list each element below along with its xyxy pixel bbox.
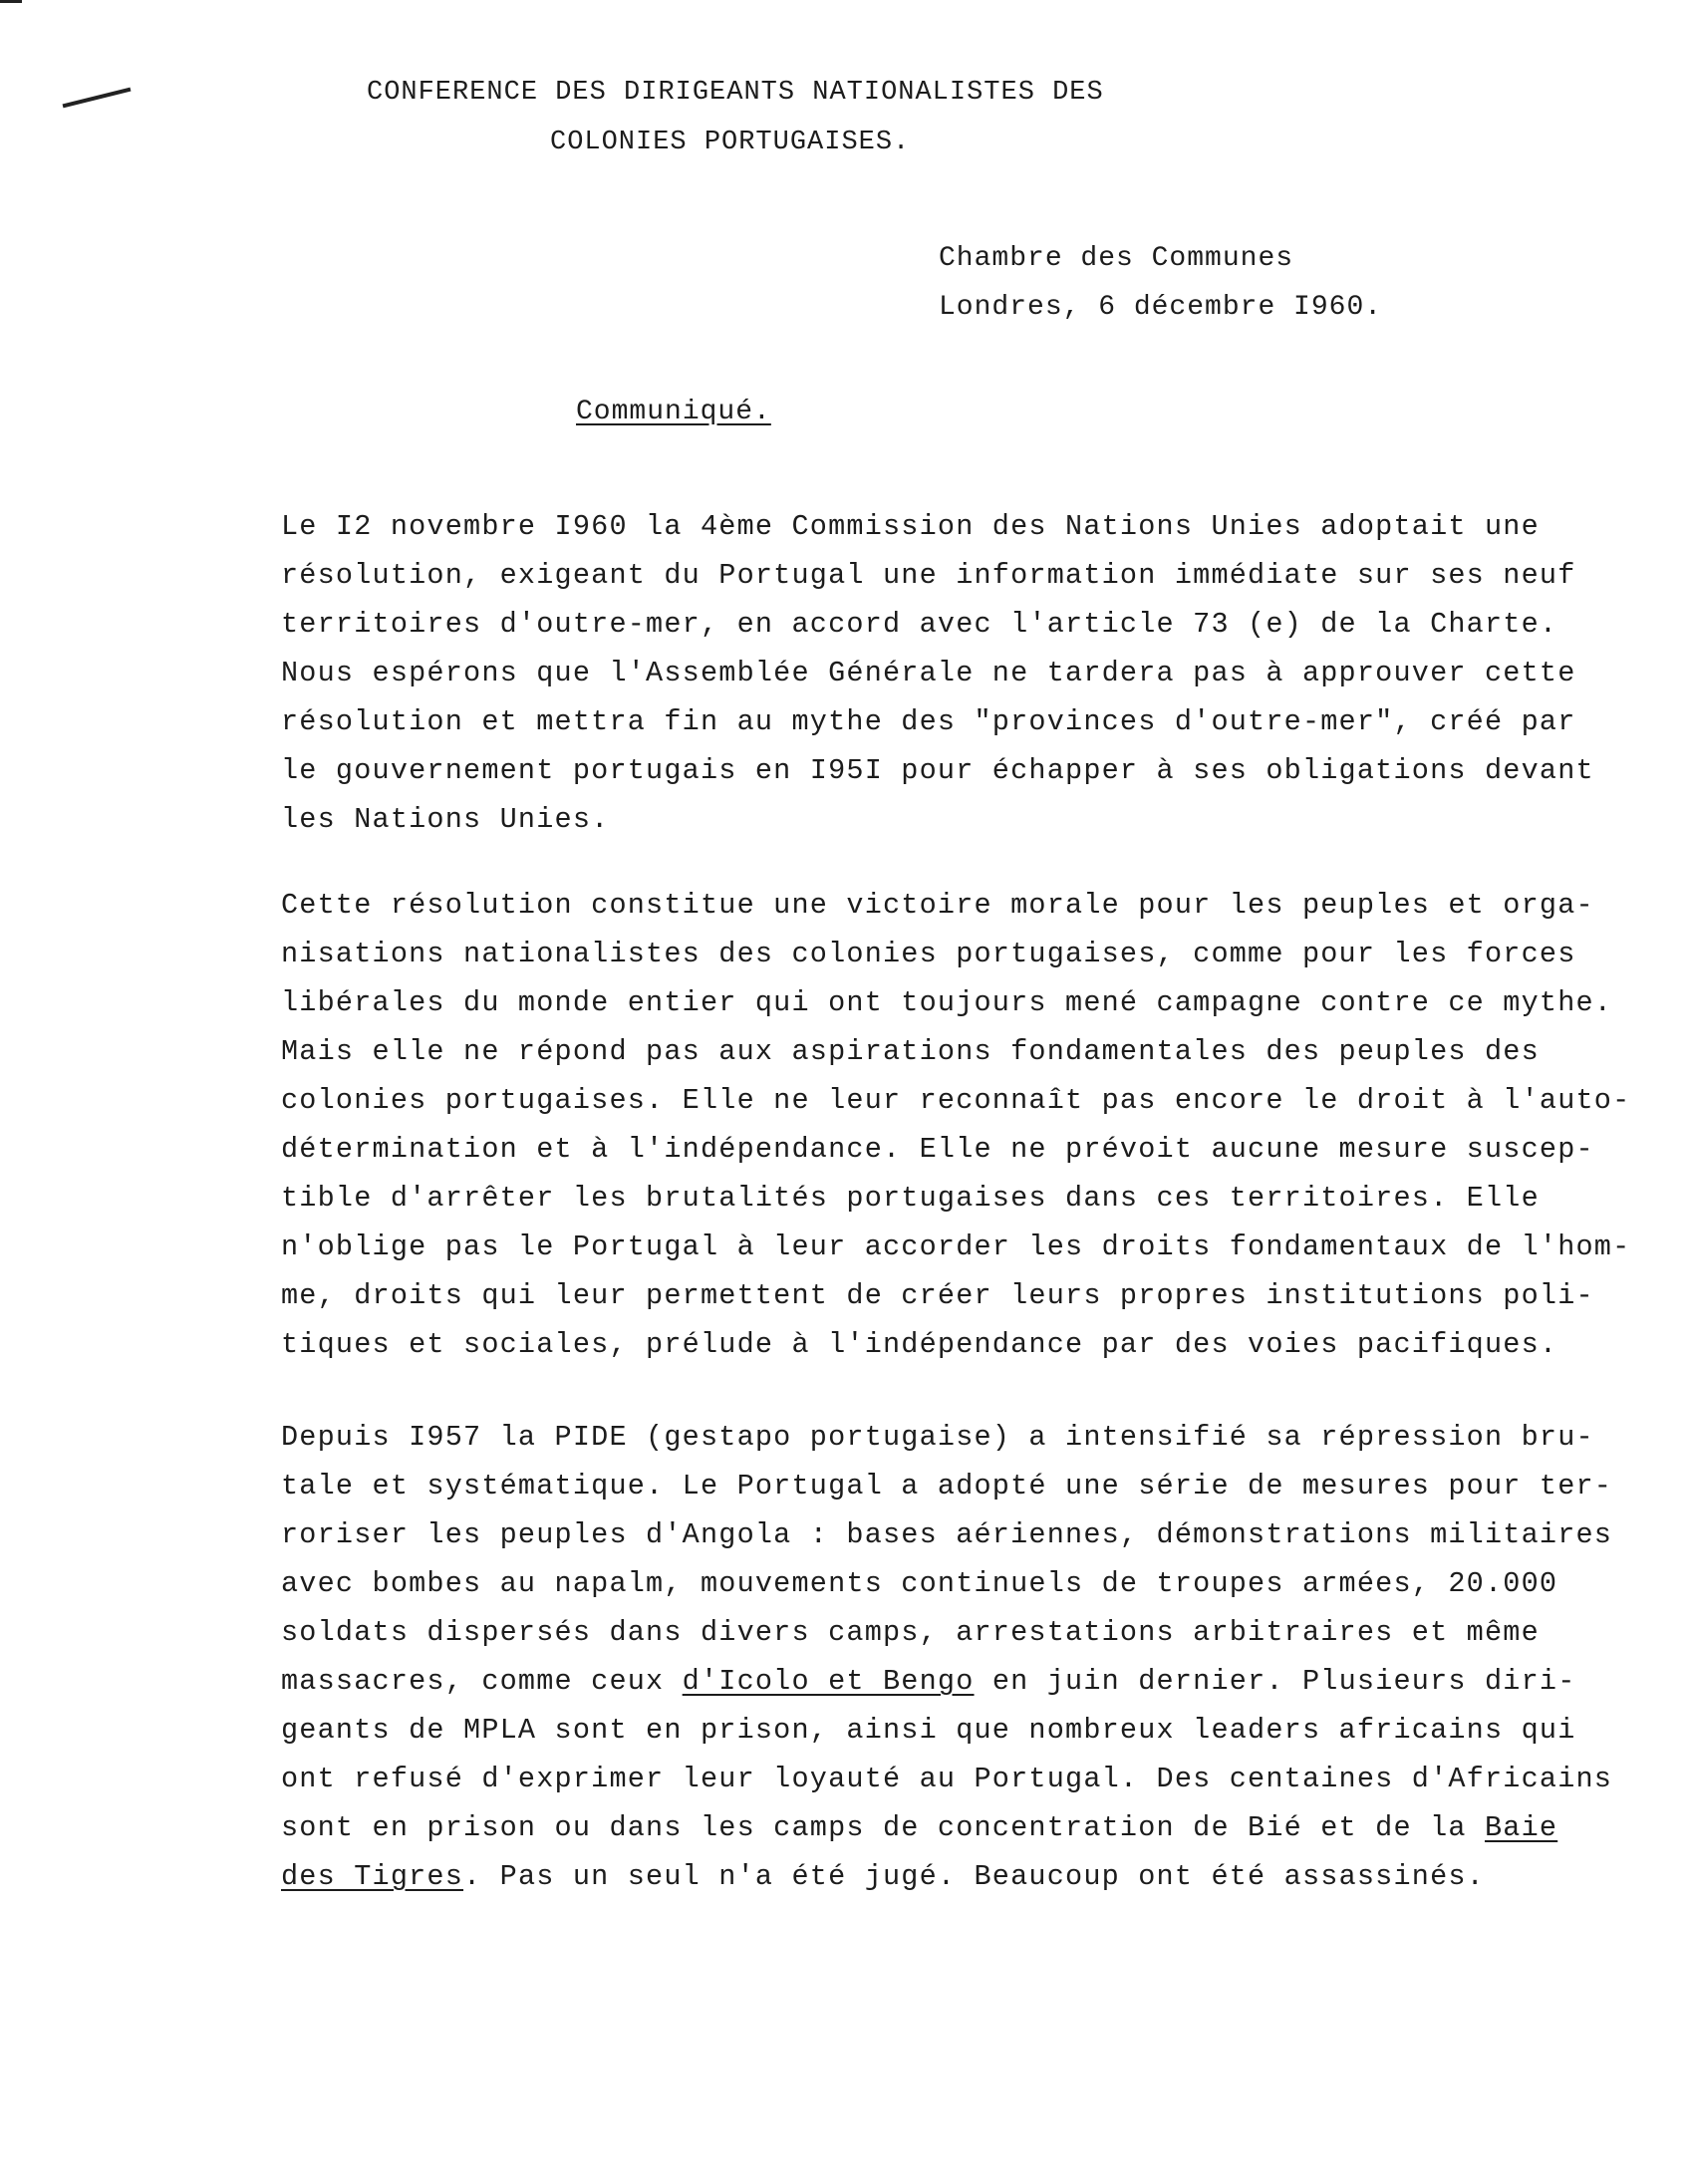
text-line: Nous espérons que l'Assemblée Générale ne tardera pas à approuver cette (281, 657, 1576, 689)
text-line: Le I2 novembre I960 la 4ème Commission des Nations Unies adoptait une (281, 510, 1540, 543)
text-line: les Nations Unies. (281, 803, 610, 836)
text-line: tible d'arrêter les brutalités portugaises dans ces territoires. Elle (281, 1182, 1540, 1215)
text-line: avec bombes au napalm, mouvements continuels de troupes armées, 20.000 (281, 1567, 1558, 1600)
text-line: le gouvernement portugais en I95I pour échapper à ses obligations devant (281, 754, 1594, 787)
text-line: geants de MPLA sont en prison, ainsi que nombreux leaders africains qui (281, 1714, 1576, 1747)
paragraph-3 (281, 1413, 1656, 1901)
text-line: me, droits qui leur permettent de créer leurs propres institutions poli- (281, 1279, 1594, 1312)
text-line: Cette résolution constitue une victoire morale pour les peuples et orga- (281, 889, 1594, 922)
text-line: détermination et à l'indépendance. Elle ne prévoit aucune mesure suscep- (281, 1133, 1594, 1166)
text-line: soldats dispersés dans divers camps, arrestations arbitraires et même (281, 1616, 1540, 1649)
text-line: tale et systématique. Le Portugal a adopté une série de mesures pour ter- (281, 1470, 1613, 1502)
text-line: tiques et sociales, prélude à l'indépendance par des voies pacifiques. (281, 1328, 1558, 1361)
text-line: Mais elle ne répond pas aux aspirations fondamentales des peuples des (281, 1035, 1540, 1068)
text-line: ont refusé d'exprimer leur loyauté au Portugal. Des centaines d'Africains (281, 1763, 1613, 1795)
conference-title-line-1: CONFERENCE DES DIRIGEANTS NATIONALISTES DES (367, 78, 1104, 108)
text-segment: . Pas un seul n'a été jugé. Beaucoup ont été assassinés. (463, 1860, 1485, 1893)
text-line (281, 1657, 1656, 1706)
location-line: Chambre des Communes (939, 243, 1294, 274)
text-line: roriser les peuples d'Angola : bases aériennes, démonstrations militaires (281, 1518, 1613, 1551)
text-segment: sont en prison ou dans les camps de concentration de Bié et de la (281, 1811, 1485, 1844)
text-segment: massacres, comme ceux (281, 1665, 683, 1698)
scan-mark (0, 0, 22, 3)
date-line: Londres, 6 décembre I960. (939, 292, 1383, 323)
text-line: libérales du monde entier qui ont toujours mené campagne contre ce mythe. (281, 986, 1613, 1019)
scan-mark (63, 88, 132, 109)
communique-heading: Communiqué. (576, 397, 771, 427)
underlined-place-name: d'Icolo et Bengo (682, 1665, 975, 1698)
underlined-place-name: Baie (1484, 1811, 1558, 1844)
text-line: colonies portugaises. Elle ne leur reconnaît pas encore le droit à l'auto- (281, 1084, 1631, 1117)
underlined-place-name: des Tigres (281, 1860, 464, 1893)
text-line (281, 1803, 1656, 1852)
text-line: Depuis I957 la PIDE (gestapo portugaise) a intensifié sa répression bru- (281, 1421, 1594, 1454)
text-line: résolution et mettra fin au mythe des "provinces d'outre-mer", créé par (281, 705, 1576, 738)
paragraph-2 (281, 881, 1656, 1369)
text-line: nisations nationalistes des colonies portugaises, comme pour les forces (281, 938, 1576, 970)
conference-title-line-2: COLONIES PORTUGAISES. (550, 128, 911, 157)
text-line: résolution, exigeant du Portugal une information immédiate sur ses neuf (281, 559, 1576, 592)
text-line: territoires d'outre-mer, en accord avec l'article 73 (e) de la Charte. (281, 608, 1558, 641)
text-line (281, 1852, 1656, 1901)
paragraph-1 (281, 502, 1656, 844)
text-line: n'oblige pas le Portugal à leur accorder les droits fondamentaux de l'hom- (281, 1230, 1631, 1263)
text-segment: en juin dernier. Plusieurs diri- (974, 1665, 1576, 1698)
